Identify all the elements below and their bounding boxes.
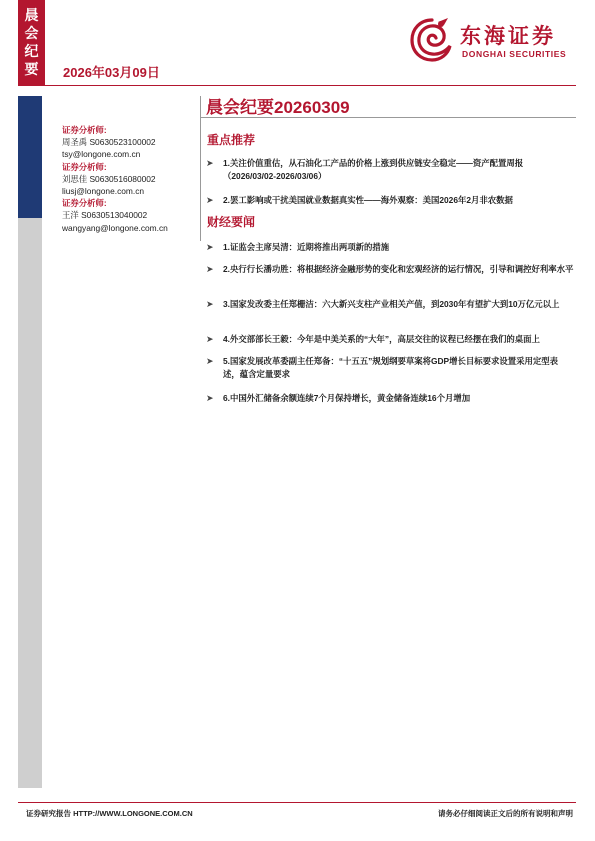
bullet-arrow-icon: ➤ — [206, 299, 214, 309]
analyst-block — [62, 124, 207, 161]
news-item-text: 1.证监会主席吴清：近期将推出两项新的措施 — [223, 242, 390, 252]
bullet-arrow-icon: ➤ — [206, 356, 214, 366]
section-heading-news: 财经要闻 — [207, 215, 256, 229]
analyst-name-code: 周圣禹 S0630523100002 — [62, 137, 156, 148]
analyst-email[interactable]: tsy@longone.com.cn — [62, 149, 141, 160]
report-type-tag — [18, 0, 45, 85]
tag-char: 要 — [24, 61, 39, 77]
news-item[interactable] — [206, 298, 574, 311]
news-item-text: 4.外交部部长王毅：今年是中美关系的“大年”，高层交往的议程已经摆在我们的桌面上 — [223, 334, 540, 344]
news-item-text: 3.国家发改委主任郑栅洁：六大新兴支柱产业相关产值，到2030年有望扩大到10万亿元以上 — [223, 299, 560, 309]
bullet-arrow-icon: ➤ — [206, 264, 214, 274]
report-type-tag-text — [18, 6, 45, 78]
footer-divider — [18, 802, 576, 803]
bullet-arrow-icon: ➤ — [206, 158, 214, 168]
analyst-label: 证券分析师: — [62, 198, 107, 209]
news-item-text: 2.央行行长潘功胜：将根据经济金融形势的变化和宏观经济的运行情况，引导和调控好利率水平 — [223, 264, 574, 274]
news-item[interactable] — [206, 333, 574, 346]
bullet-arrow-icon: ➤ — [206, 195, 214, 205]
bullet-arrow-icon: ➤ — [206, 393, 214, 403]
analyst-name-code: 王洋 S0630513040002 — [62, 210, 148, 221]
bullet-arrow-icon: ➤ — [206, 242, 214, 252]
bullet-arrow-icon: ➤ — [206, 334, 214, 344]
analyst-list — [62, 124, 207, 234]
analyst-email[interactable]: wangyang@longone.com.cn — [62, 222, 168, 233]
key-item[interactable] — [206, 194, 574, 207]
analyst-label: 证券分析师: — [62, 161, 107, 172]
title-divider — [200, 117, 576, 118]
news-item[interactable] — [206, 392, 574, 405]
tag-char: 晨 — [24, 7, 39, 23]
page-title: 晨会纪要20260309 — [206, 98, 350, 117]
footer-disclaimer: 请务必仔细阅读正文后的所有说明和声明 — [438, 809, 573, 818]
tag-char: 会 — [24, 25, 39, 41]
analyst-name-code: 刘思佳 S0630516080002 — [62, 173, 156, 184]
analyst-label: 证券分析师: — [62, 125, 107, 135]
company-logo — [408, 16, 578, 66]
section-heading-key: 重点推荐 — [207, 133, 256, 147]
key-item-text: 1.关注价值重估，从石油化工产品的价格上涨到供应链安全稳定——资产配置周报（2026/03/02-2026/03/06） — [223, 158, 524, 181]
news-item-text: 5.国家发展改革委副主任郑备：“十五五”规划纲要草案将GDP增长目标要求设置采用定型表述，蕴含定量要求 — [223, 356, 559, 379]
analyst-email[interactable]: liusj@longone.com.cn — [62, 186, 145, 197]
key-item[interactable] — [206, 157, 574, 183]
analyst-block — [62, 161, 207, 198]
news-item[interactable] — [206, 263, 574, 276]
header-divider — [18, 85, 576, 86]
key-item-text: 2.罢工影响或干扰美国就业数据真实性——海外观察：美国2026年2月非农数据 — [223, 195, 513, 205]
analyst-block — [62, 197, 207, 234]
tag-char: 纪 — [24, 43, 39, 59]
side-bar-gray — [18, 218, 42, 788]
news-item[interactable] — [206, 355, 574, 381]
dragon-logo-icon — [408, 16, 456, 64]
report-date: 2026年03月09日 — [63, 65, 160, 80]
news-item-text: 6.中国外汇储备余额连续7个月保持增长，黄金储备连续16个月增加 — [223, 393, 471, 403]
logo-chinese-name: 东海证券 — [460, 23, 556, 48]
footer-source-link[interactable]: 证券研究报告 HTTP://WWW.LONGONE.COM.CN — [26, 809, 193, 818]
logo-english-name: DONGHAI SECURITIES — [462, 49, 567, 59]
news-item[interactable] — [206, 241, 574, 254]
side-bar-navy — [18, 96, 42, 218]
